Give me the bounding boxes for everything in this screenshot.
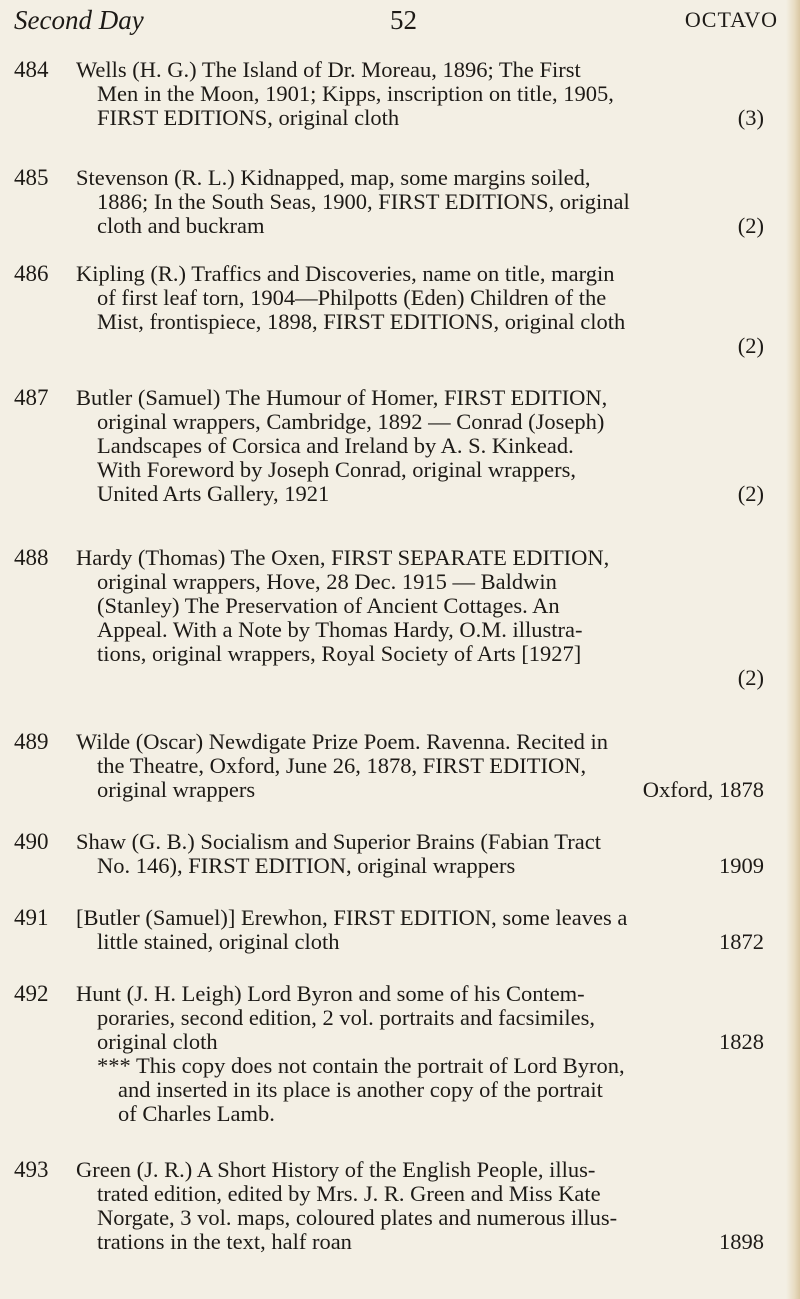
- lot-quantity: (2): [737, 665, 764, 690]
- description-line: Green (J. R.) A Short History of the English People, illus-: [76, 1157, 596, 1182]
- description-line: 1886; In the South Seas, 1900, FIRST EDITIONS, original: [97, 189, 630, 214]
- description-line: Men in the Moon, 1901; Kipps, inscription on title, 1905,: [97, 81, 614, 106]
- lot-description: [76, 546, 764, 690]
- description-line: No. 146), FIRST EDITION, original wrappers: [97, 853, 516, 878]
- lot-description: [76, 906, 764, 954]
- lot-number: 489: [14, 729, 49, 754]
- description-line: Norgate, 3 vol. maps, coloured plates and numerous illus-: [97, 1205, 618, 1230]
- lot-description: [76, 262, 764, 358]
- description-line: (Stanley) The Preservation of Ancient Cottages. An: [97, 593, 560, 618]
- lot-quantity: (2): [737, 481, 764, 506]
- lot-number: 493: [14, 1157, 49, 1182]
- lot-description: [76, 58, 764, 130]
- lot-description: [76, 1158, 764, 1254]
- lot-number: 485: [14, 165, 49, 190]
- day-heading: Second Day: [14, 5, 144, 35]
- lot-quantity: (3): [737, 105, 764, 130]
- description-line: cloth and buckram: [97, 213, 265, 238]
- lot-number: 488: [14, 545, 49, 570]
- note-line: *** This copy does not contain the portrait of Lord Byron,: [97, 1053, 625, 1078]
- description-line: Kipling (R.) Traffics and Discoveries, name on title, margin: [76, 261, 615, 286]
- description-line: trated edition, edited by Mrs. J. R. Green and Miss Kate: [97, 1181, 601, 1206]
- description-line: Appeal. With a Note by Thomas Hardy, O.M. illustra-: [97, 617, 583, 642]
- lot-description: [76, 166, 764, 238]
- lot-quantity: Oxford, 1878: [642, 777, 764, 802]
- lot-description: [76, 982, 764, 1126]
- lot-number: 490: [14, 829, 49, 854]
- lot-number: 486: [14, 261, 49, 286]
- description-line: tions, original wrappers, Royal Society of Arts [1927]: [97, 641, 582, 666]
- page-edge: [786, 0, 800, 1299]
- description-line: United Arts Gallery, 1921: [97, 481, 330, 506]
- lot-description: [76, 386, 764, 506]
- lot-quantity: 1909: [719, 853, 764, 878]
- format-heading: OCTAVO: [684, 7, 778, 32]
- description-line: Hunt (J. H. Leigh) Lord Byron and some of his Contem-: [76, 981, 585, 1006]
- lot-quantity: (2): [737, 213, 764, 238]
- description-line: little stained, original cloth: [97, 929, 340, 954]
- lot-quantity: (2): [737, 333, 764, 358]
- description-line: trations in the text, half roan: [97, 1229, 352, 1254]
- page-header: [14, 2, 786, 38]
- description-line: of first leaf torn, 1904—Philpotts (Eden) Children of the: [97, 285, 607, 310]
- lot-number: 487: [14, 385, 49, 410]
- note-line: and inserted in its place is another copy of the portrait: [118, 1077, 603, 1102]
- description-line: poraries, second edition, 2 vol. portraits and facsimiles,: [97, 1005, 595, 1030]
- description-line: FIRST EDITIONS, original cloth: [97, 105, 400, 130]
- description-line: Landscapes of Corsica and Ireland by A. S. Kinkead.: [97, 433, 574, 458]
- description-line: original wrappers: [97, 777, 256, 802]
- note-line: of Charles Lamb.: [118, 1101, 275, 1126]
- description-line: Wells (H. G.) The Island of Dr. Moreau, 1896; The First: [76, 57, 581, 82]
- lot-number: 484: [14, 57, 49, 82]
- page-number: 52: [390, 5, 417, 35]
- description-line: original wrappers, Cambridge, 1892 — Conrad (Joseph): [97, 409, 605, 434]
- description-line: Stevenson (R. L.) Kidnapped, map, some margins soiled,: [76, 165, 591, 190]
- lot-number: 491: [14, 905, 49, 930]
- description-line: With Foreword by Joseph Conrad, original wrappers,: [97, 457, 577, 482]
- lot-number: 492: [14, 981, 49, 1006]
- lot-quantity: 1898: [719, 1229, 764, 1254]
- description-line: Mist, frontispiece, 1898, FIRST EDITIONS, original cloth: [97, 309, 626, 334]
- description-line: the Theatre, Oxford, June 26, 1878, FIRST EDITION,: [97, 753, 587, 778]
- description-line: original cloth: [97, 1029, 218, 1054]
- lot-quantity: 1872: [719, 929, 764, 954]
- description-line: [Butler (Samuel)] Erewhon, FIRST EDITION, some leaves a: [76, 905, 628, 930]
- lot-quantity: 1828: [719, 1029, 764, 1054]
- lot-description: [76, 730, 764, 802]
- description-line: original wrappers, Hove, 28 Dec. 1915 — Baldwin: [97, 569, 557, 594]
- description-line: Shaw (G. B.) Socialism and Superior Brains (Fabian Tract: [76, 829, 601, 854]
- description-line: Butler (Samuel) The Humour of Homer, FIRST EDITION,: [76, 385, 608, 410]
- lot-description: [76, 830, 764, 878]
- description-line: Wilde (Oscar) Newdigate Prize Poem. Ravenna. Recited in: [76, 729, 609, 754]
- description-line: Hardy (Thomas) The Oxen, FIRST SEPARATE EDITION,: [76, 545, 610, 570]
